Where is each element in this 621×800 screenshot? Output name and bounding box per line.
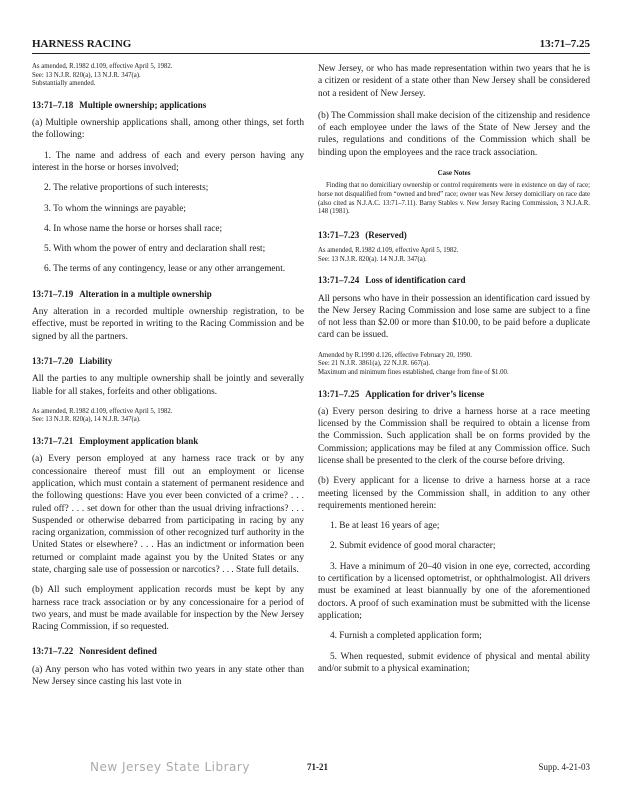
running-header xyxy=(32,38,590,52)
section-heading-7-18 xyxy=(32,99,304,111)
list-item: 4. In whose name the horse or horses shall race; xyxy=(44,223,223,234)
history-note: As amended, R.1982 d.109, effective April 5, 1982. xyxy=(32,63,173,70)
list-item: 3. To whom the winnings are payable; xyxy=(44,203,186,214)
header-section-number: 13:71–7.25 xyxy=(539,38,590,50)
section-number: 13:71–7.21 xyxy=(32,436,74,447)
history-note: See: 13 N.J.R. 820(a), 14 N.J.R. 347(a). xyxy=(32,416,141,424)
case-notes-heading: Case Notes xyxy=(437,169,471,178)
history-note: See: 21 N.J.R. 3861(a), 22 N.J.R. 667(a). xyxy=(318,360,431,368)
section-title: Nonresident defined xyxy=(79,646,157,657)
paragraph: (b) All such employment application records must be kept by any harness race track association or by any concessionaire for a period of two years, and must be made available for inspection by the New Jersey Racing Commission, if so requested. xyxy=(32,585,304,633)
paragraph: (a) Any person who has voted within two years in any state other than New Jersey since casting his last vote in xyxy=(32,664,304,688)
section-number: 13:71–7.20 xyxy=(32,355,74,366)
section-number: 13:71–7.23 xyxy=(318,229,360,240)
section-heading-7-19 xyxy=(32,288,304,300)
header-title: HARNESS RACING xyxy=(32,38,132,50)
page-footer xyxy=(32,762,590,778)
list-item: 4. Furnish a completed application form; xyxy=(330,631,482,642)
section-heading-7-23 xyxy=(318,229,590,241)
history-note: See: 13 N.J.R. 820(a), 13 N.J.R. 347(a). xyxy=(32,71,141,79)
history-note: Substantially amended. xyxy=(32,80,96,88)
section-title: (Reserved) xyxy=(365,229,407,240)
section-heading-7-20 xyxy=(32,355,304,367)
list-item: 3. Have a minimum of 20–40 vision in one eye, corrected, according to certification by a licensed optometrist, or ophthalmologist. All drivers must be examined at least biannually by one of the aforementioned doctors. A proof of such examination must be submitted with the license application; xyxy=(318,561,590,621)
history-note: See: 13 N.J.R. 820(a). 14 N.J.R. 347(a). xyxy=(318,255,427,263)
supplement-date: Supp. 4-21-03 xyxy=(538,762,590,772)
section-number: 13:71–7.22 xyxy=(32,646,74,657)
section-number: 13:71–7.19 xyxy=(32,288,74,299)
list-item: 5. When requested, submit evidence of physical and mental ability and/or submit to a physical examination; xyxy=(318,651,590,674)
paragraph: New Jersey, or who has made representation within two years that he is a citizen or resident of a state other than New Jersey shall be considered not a resident of New Jersey. xyxy=(318,64,590,99)
section-number: 13:71–7.25 xyxy=(318,388,360,399)
list-item: 2. The relative proportions of such interests; xyxy=(44,183,209,194)
list-item: 2. Submit evidence of good moral character; xyxy=(330,541,496,552)
paragraph: (a) Every person desiring to drive a harness horse at a race meeting licensed by the Commission shall be required to obtain a license from the Commission. Such application shall be on forms provided by the Commission; applications may be filed at any Commission office. Such license shall be presented to the clerk of the course before driving. xyxy=(318,406,590,466)
paragraph: (b) Every applicant for a license to drive a harness horse at a race meeting licensed by the Commission shall, in addition to any other requirements mentioned herein: xyxy=(318,476,590,511)
header-rule xyxy=(32,53,590,54)
paragraph: All the parties to any multiple ownership shall be jointly and severally liable for all stakes, forfeits and other obligations. xyxy=(32,374,304,397)
section-number: 13:71–7.18 xyxy=(32,99,74,110)
section-title: Loss of identification card xyxy=(365,275,466,286)
paragraph: Any alteration in a recorded multiple ownership registration, to be effective, must be reported in writing to the Racing Commission and be signed by all the partners. xyxy=(32,307,304,342)
section-title: Employment application blank xyxy=(79,436,199,447)
list-item: 1. Be at least 16 years of age; xyxy=(330,521,440,532)
paragraph: (b) The Commission shall make decision of the citizenship and residence of each employee under the laws of the State of New Jersey and the rules, regulations and conditions of the Commission which shall be binding upon the employees and the race track association. xyxy=(318,110,590,158)
library-watermark: New Jersey State Library xyxy=(90,760,250,774)
history-note: As amended, R.1982 d.109, effective April 5, 1982. xyxy=(32,407,173,415)
section-heading-7-21 xyxy=(32,435,304,447)
section-heading-7-24 xyxy=(318,274,590,286)
section-heading-7-22 xyxy=(32,645,304,657)
page-number: 71-21 xyxy=(307,762,328,772)
left-column xyxy=(32,63,304,696)
section-number: 13:71–7.24 xyxy=(318,275,360,286)
list-item: 5. With whom the power of entry and declaration shall rest; xyxy=(44,244,266,255)
section-title: Multiple ownership; applications xyxy=(79,99,207,110)
section-heading-7-25 xyxy=(318,388,590,400)
right-column xyxy=(318,63,590,683)
section-title: Alteration in a multiple ownership xyxy=(79,288,212,299)
paragraph: (a) Multiple ownership applications shall, among other things, set forth the following: xyxy=(32,118,304,141)
list-item: 6. The terms of any contingency, lease or any other arrangement. xyxy=(44,264,286,275)
section-title: Application for driver’s license xyxy=(365,388,485,399)
list-item: 1. The name and address of each and every person having any interest in the horse or horses involved; xyxy=(32,150,304,173)
history-note: Amended by R.1990 d.126, effective February 20, 1990. xyxy=(318,351,472,359)
history-note: Maximum and minimum fines established, change from fine of $1.00. xyxy=(318,368,509,376)
history-note: As amended, R.1982 d.109, effective April 5, 1982. xyxy=(318,247,459,255)
section-title: Liability xyxy=(79,355,113,366)
paragraph: (a) Every person employed at any harness race track or by any concessionaire thereof must fill out an employment or license application, which must contain a statement of permanent residence and the following questions: Have you ever been convicted of a crime? . . . ruled off? . . . set down for other than the usual driving infractions? . . . Suspended or otherwise debarred from participating in racing by any racing organization, commission of other recognized turf authority in the United States or elsewhere? . . . Has an indictment or information been returned or complaint made against you by the United States or any state, charging sale use of possession or narcotics? . . . State full details. xyxy=(32,454,304,575)
paragraph: All persons who have in their possession an identification card issued by the New Jersey Racing Commission and lose same are subject to a fine of not less than $2.00 or more than $10.00, to be paid before a duplicate card can be issued. xyxy=(318,293,590,341)
case-note: Finding that no domiciliary ownership or control requirements were in existence on day of race; horse not disqualified from “owned and bred” race; owner was New Jersey domiciliary on race date (also cited as N.J.A.C. 13:71–7.11). Barny Stables v. New Jersey Racing Commission, 3 N.J.A.R. 148 (1981). xyxy=(318,182,590,216)
